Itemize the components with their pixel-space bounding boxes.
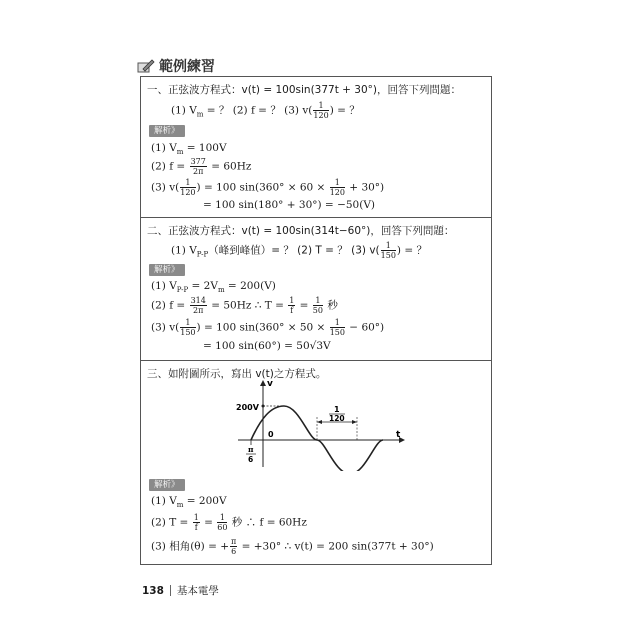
t-axis-label: t — [396, 430, 401, 440]
period-denominator: 120 — [329, 414, 345, 423]
question-2-prompt: 二、正弦波方程式：v(t) = 100sin(314t−60°)，回答下列問題： — [147, 225, 455, 237]
section-header — [137, 55, 215, 77]
question-1-answer-2: (2) f = $\frac{377}{2\pi}$ = 60Hz — [151, 157, 252, 176]
phase-numerator: π — [248, 445, 254, 454]
pencil-icon — [137, 57, 155, 75]
footer-divider — [170, 585, 171, 596]
question-3-answer-1: (1) $V_m = 200V$ — [151, 495, 227, 510]
solution-badge: 解析》 — [149, 264, 185, 276]
question-3-panel — [140, 361, 492, 565]
v-axis-label: v — [267, 379, 273, 389]
question-1-asks: (1) $V_m$ = ？ (2) f = ？ (3) v( $\frac{1}{120}$ ) = ？ — [171, 101, 360, 120]
question-2-answer-4: = 100 sin(60°) = 50√3V — [203, 340, 331, 352]
period-numerator: 1 — [334, 405, 340, 414]
peak-label: 200V — [236, 403, 259, 412]
phase-denominator: 6 — [248, 455, 254, 464]
page-footer — [142, 583, 219, 598]
question-1-panel — [140, 76, 492, 218]
solution-badge: 解析》 — [149, 479, 185, 491]
question-1-answer-3: (3) v( $\frac{1}{120}$ ) = 100 sin(360° × 60 × $\frac{1}{120}$ + 30°) — [151, 178, 385, 197]
v-axis-arrow — [260, 380, 266, 386]
question-2-answer-1: (1) $V_{P-P} = 2V_m = 200(V)$ — [151, 280, 276, 295]
question-1-answer-4: = 100 sin(180° + 30°) = −50(V) — [203, 199, 375, 211]
book-title: 基本電學 — [176, 585, 219, 597]
question-2-answer-2: (2) f = $\frac{314}{2\pi}$ = 50Hz ∴ T = $\frac{1}{f}$ = $\frac{1}{50}$ 秒 — [151, 296, 338, 315]
solution-badge: 解析》 — [149, 125, 185, 137]
page-number: 138 — [142, 584, 164, 597]
peak-marker — [262, 405, 265, 408]
question-2-panel — [140, 218, 492, 361]
question-3-answer-3: (3) 相角(θ) = + $\frac{\pi}{6}$ = +30° ∴ v(t) = 200 sin(377t + 30°) — [151, 537, 434, 556]
question-3-answer-2: (2) T = $\frac{1}{f}$ = $\frac{1}{60}$ 秒 ∴ f = 60Hz — [151, 513, 307, 532]
zero-label: 0 — [268, 430, 274, 439]
question-2-answer-3: (3) v( $\frac{1}{150}$ ) = 100 sin(360° × 50 × $\frac{1}{150}$ − 60°) — [151, 318, 385, 337]
question-1-prompt: 一、正弦波方程式：v(t) = 100sin(377t + 30°)，回答下列問題： — [147, 84, 462, 96]
sine-wave-graph — [233, 379, 405, 471]
section-title: 範例練習 — [159, 59, 215, 75]
question-1-answer-1: (1) $V_m = 100V$ — [151, 142, 227, 157]
question-3-prompt: 三、如附圖所示，寫出 v(t)之方程式。 — [147, 368, 327, 380]
question-2-asks: (1) $V_{P-P}$（峰到峰值）= ？ (2) T = ？ (3) v( $\frac{1}{150}$ ) = ？ — [171, 241, 427, 260]
